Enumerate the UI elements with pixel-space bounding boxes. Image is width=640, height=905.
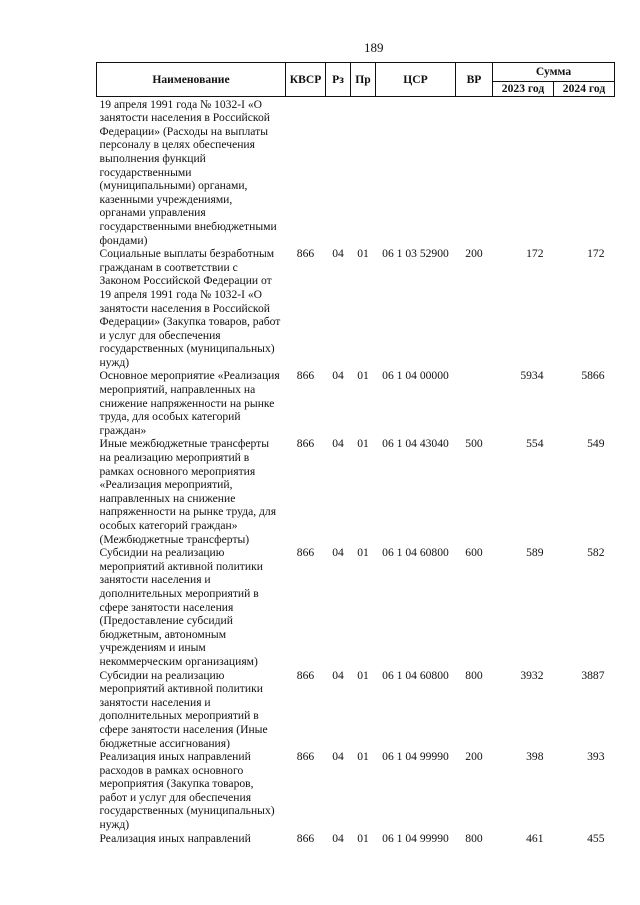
cell-pr: 01 [357,247,369,261]
cell-kvsr: 866 [296,247,315,261]
header-name: Наименование [97,63,286,97]
table-row [97,96,615,247]
cell-2024: 3887 [581,668,605,682]
cell-2023: 554 [526,437,544,451]
cell-2024: 582 [587,546,605,560]
cell-csr: 06 1 04 60800 [382,546,449,560]
cell-csr: 06 1 03 52900 [382,247,449,261]
cell-csr: 06 1 04 00000 [382,369,449,383]
cell-name: Реализация иных направлений расходов в рамках основного мероприятия (Закупка товаров, работ и услуг для обеспечения государственных (муниципальных) нужд) [99,750,275,832]
cell-csr: 06 1 04 60800 [382,668,449,682]
table-body [97,96,615,845]
cell-kvsr: 866 [296,750,315,764]
cell-2024 [554,96,615,247]
cell-vr: 200 [465,247,483,261]
cell-rz: 04 [332,750,344,764]
cell-pr: 01 [357,750,369,764]
cell-csr: 06 1 04 43040 [382,437,449,451]
cell-vr: 200 [465,750,483,764]
cell-kvsr: 866 [296,437,315,451]
header-year-2023: 2023 год [493,82,554,97]
cell-vr [456,96,493,247]
cell-vr: 800 [465,668,483,682]
cell-pr [351,96,376,247]
page-number: 189 [364,40,384,55]
cell-kvsr: 866 [296,831,315,845]
header-year-2024: 2024 год [554,82,615,97]
cell-name: Социальные выплаты безработным гражданам в соответствии с Законом Российской Федерации от 19 апреля 1991 года № 1032-I «О занятости населения в Российской Федерации» (Закупка товаров, работ и услуг для обеспечения государственных (муниципальных) нужд) [99,247,281,369]
table-row [97,669,615,751]
cell-rz: 04 [332,668,344,682]
table-row [97,369,615,437]
cell-name: 19 апреля 1991 года № 1032-I «О занятости населения в Российской Федерации» (Расходы на выплаты персоналу в целях обеспечения выполнения функций государственными (муниципальными) органами, казенными учреждениями, органами управления государственными внебюджетными фондами) [99,97,277,247]
cell-rz [326,96,351,247]
budget-table [96,62,615,845]
cell-kvsr: 866 [296,369,315,383]
cell-2024: 393 [587,750,605,764]
cell-pr: 01 [357,369,369,383]
cell-name: Субсидии на реализацию мероприятий активной политики занятости населения и дополнительных мероприятий в сфере занятости населения (Предоставление субсидий бюджетным, автономным учреждениям и иным некоммерческим организациям) [99,546,263,668]
table-row [97,832,615,846]
cell-rz: 04 [332,546,344,560]
table-row [97,437,615,546]
cell-2024: 5866 [581,369,605,383]
cell-rz: 04 [332,247,344,261]
cell-name: Субсидии на реализацию мероприятий активной политики занятости населения и дополнительных мероприятий в сфере занятости населения (Иные бюджетные ассигнования) [99,668,268,750]
table-row [97,546,615,668]
table-header [97,63,615,97]
cell-rz: 04 [332,369,344,383]
cell-2023: 398 [526,750,544,764]
table-row [97,247,615,369]
header-csr: ЦСР [376,63,456,97]
cell-vr: 500 [465,437,483,451]
cell-pr: 01 [357,668,369,682]
header-sum: Сумма [493,63,615,82]
cell-name: Реализация иных направлений [99,831,251,845]
header-kvsr: КВСР [286,63,326,97]
cell-kvsr: 866 [296,668,315,682]
cell-vr: 600 [465,546,483,560]
cell-kvsr [286,96,326,247]
cell-2023: 172 [526,247,544,261]
cell-csr: 06 1 04 99990 [382,831,449,845]
cell-2024: 455 [587,831,605,845]
cell-pr: 01 [357,437,369,451]
header-pr: Пр [351,63,376,97]
cell-2024: 172 [587,247,605,261]
cell-2023: 461 [526,831,544,845]
cell-2024: 549 [587,437,605,451]
cell-2023: 589 [526,546,544,560]
cell-csr [376,96,456,247]
cell-name: Иные межбюджетные трансферты на реализацию мероприятий в рамках основного мероприятия «Реализация мероприятий, направленных на снижение напряженности на рынке труда, для особых категорий граждан» (Межбюджетные трансферты) [99,437,277,546]
cell-name: Основное мероприятие «Реализация мероприятий, направленных на снижение напряженности на рынке труда, для особых категорий граждан» [99,369,280,437]
cell-2023: 3932 [520,668,544,682]
cell-rz: 04 [332,831,344,845]
cell-rz: 04 [332,437,344,451]
cell-2023 [493,96,554,247]
cell-kvsr: 866 [296,546,315,560]
cell-csr: 06 1 04 99990 [382,750,449,764]
table-row [97,750,615,832]
cell-2023: 5934 [520,369,544,383]
header-rz: Рз [326,63,351,97]
cell-vr [456,369,493,437]
cell-pr: 01 [357,546,369,560]
header-vr: ВР [456,63,493,97]
cell-vr: 800 [465,831,483,845]
cell-pr: 01 [357,831,369,845]
